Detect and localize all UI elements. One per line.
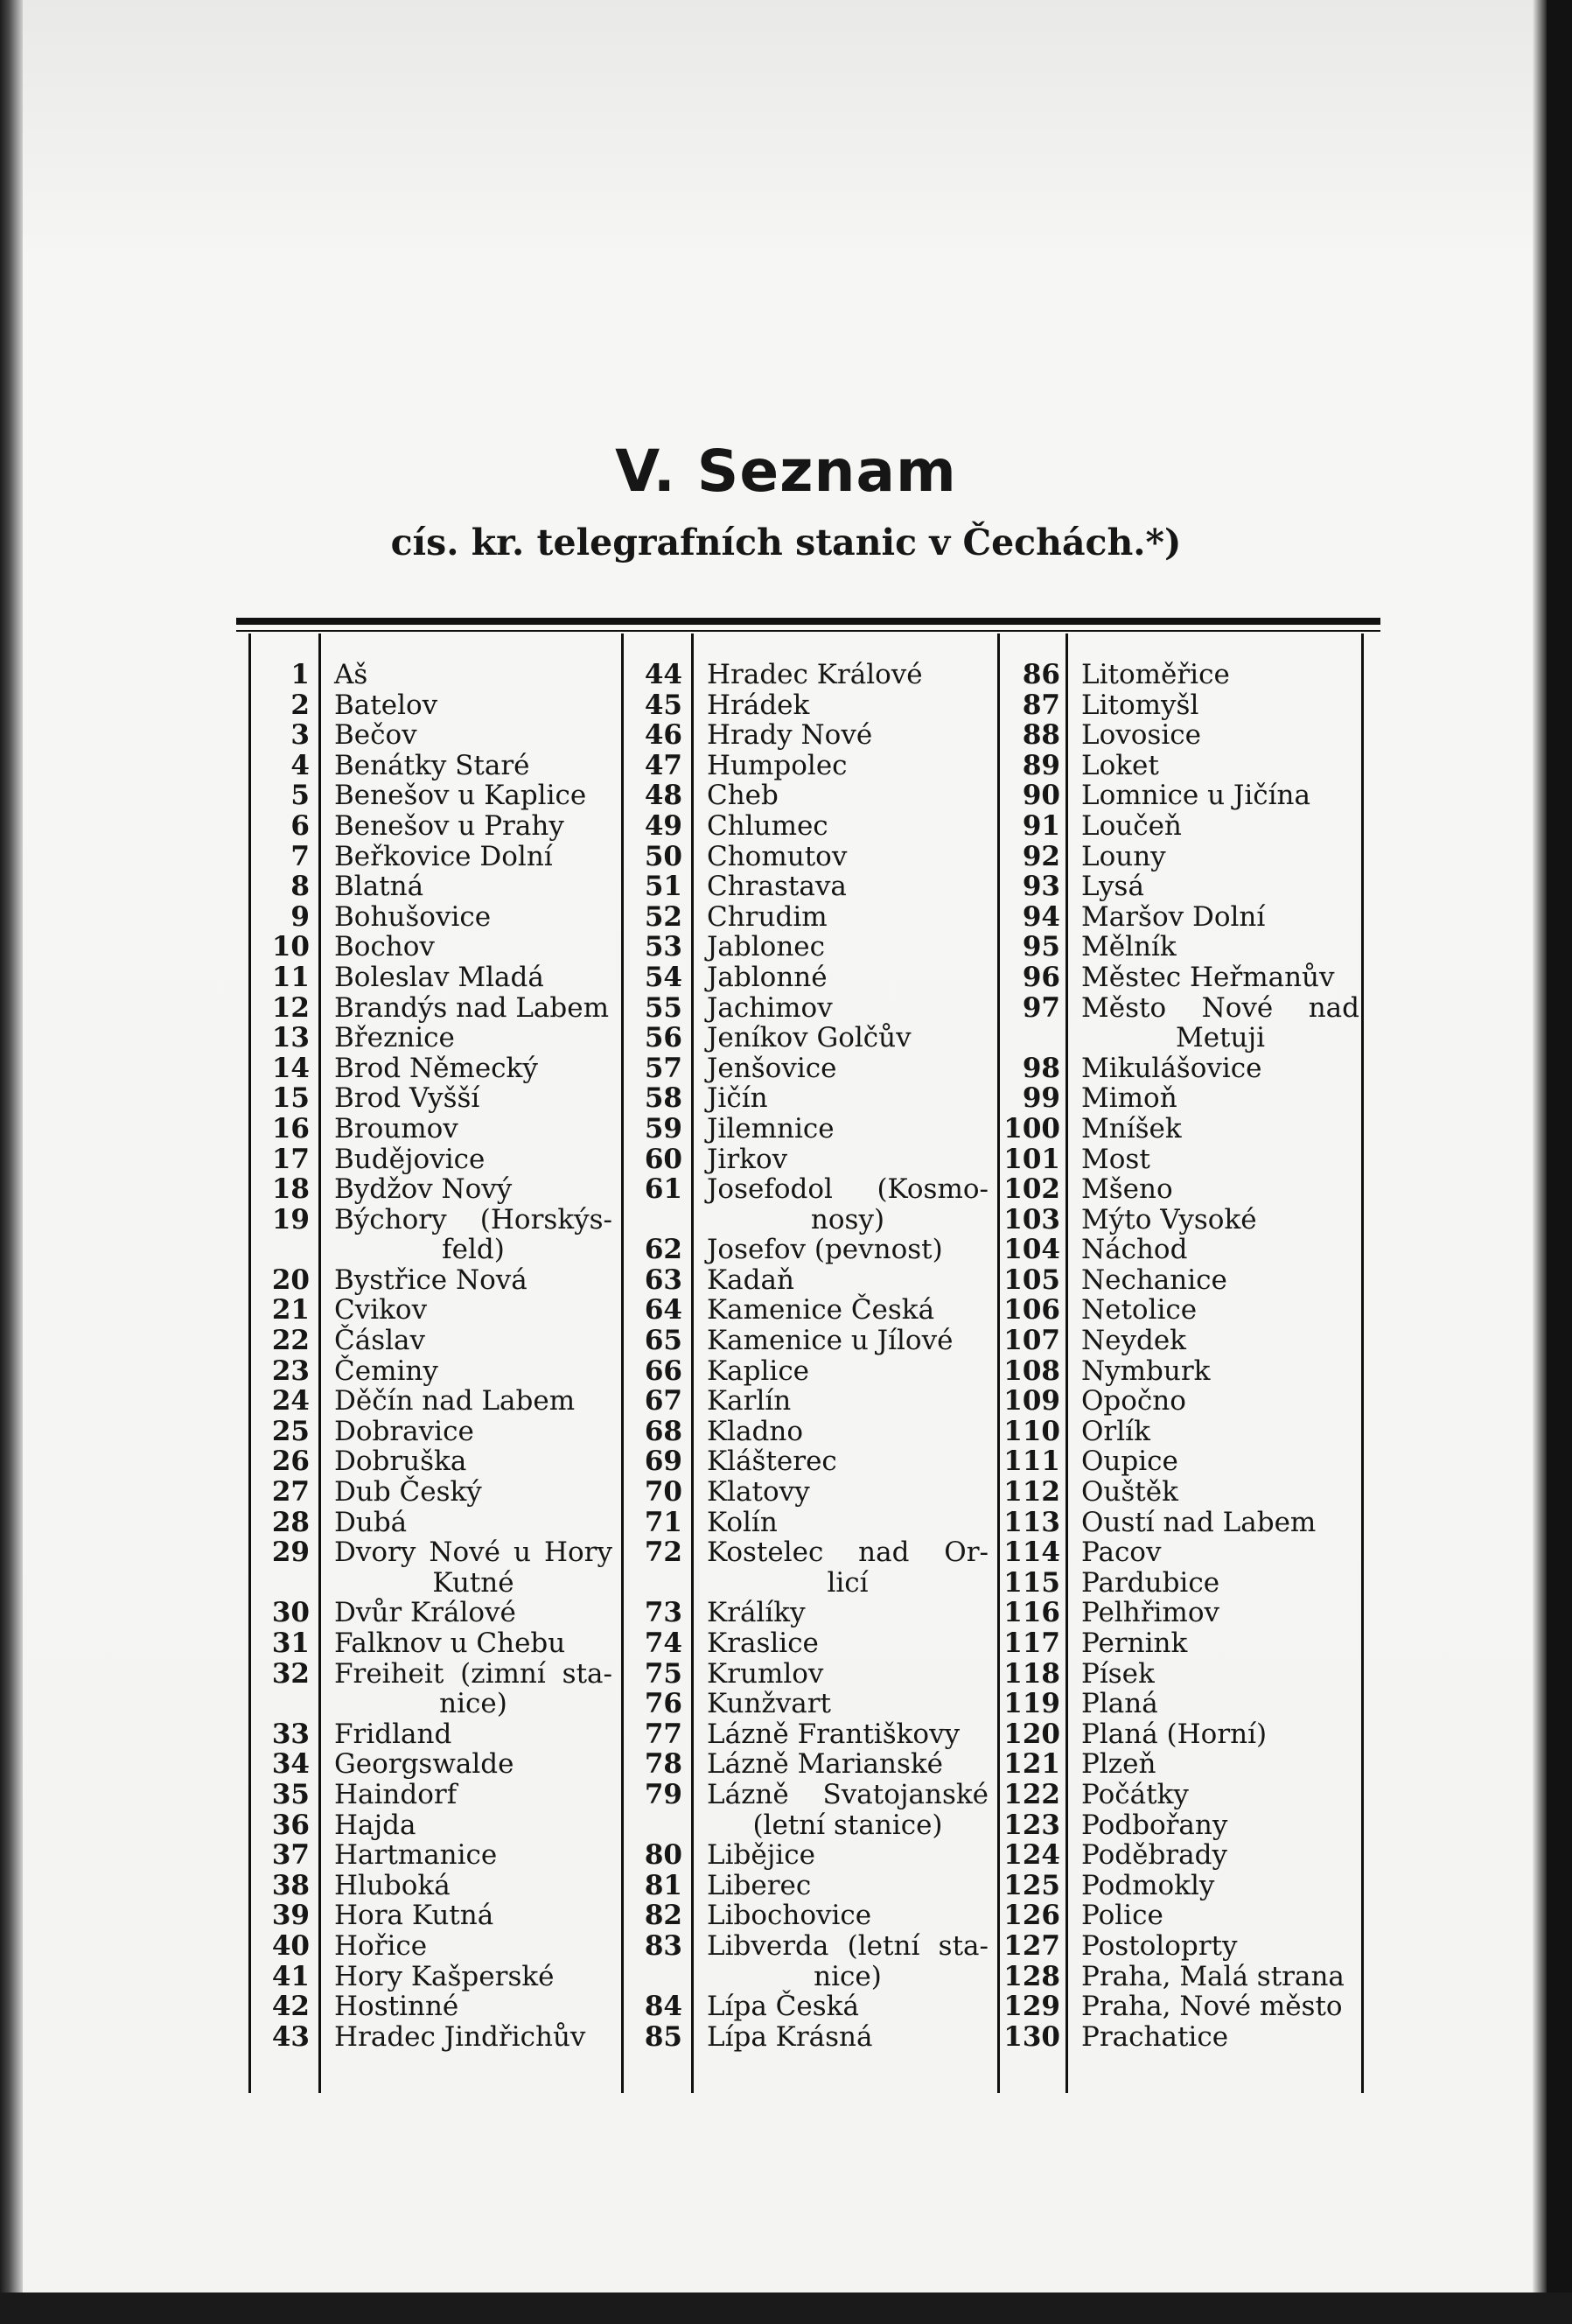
station-number: 21 bbox=[271, 1294, 310, 1326]
station-number: 12 bbox=[271, 991, 310, 1024]
station-name: Pacov bbox=[1081, 1536, 1162, 1569]
station-name: Jablonec bbox=[707, 931, 826, 963]
station-number: 37 bbox=[271, 1839, 310, 1872]
station-name: Bohušovice bbox=[334, 900, 492, 933]
scan-bottom-edge bbox=[0, 2292, 1572, 2324]
station-name: Prachatice bbox=[1081, 2020, 1229, 2053]
station-name: Dvory Nové u Hory bbox=[334, 1536, 612, 1569]
station-name: Oustí nad Labem bbox=[1081, 1506, 1317, 1538]
station-name: Maršov Dolní bbox=[1081, 900, 1266, 933]
station-number: 114 bbox=[1003, 1536, 1060, 1569]
station-name: Brod Německý bbox=[334, 1052, 538, 1084]
station-name: Metuji bbox=[1175, 1022, 1266, 1054]
station-name: Hluboká bbox=[334, 1869, 451, 1901]
station-number: 108 bbox=[1003, 1354, 1060, 1387]
station-number: 85 bbox=[644, 2020, 682, 2053]
station-number: 63 bbox=[644, 1264, 682, 1296]
station-number: 68 bbox=[644, 1415, 682, 1447]
station-number: 123 bbox=[1003, 1809, 1060, 1841]
station-number: 53 bbox=[644, 931, 682, 963]
station-number: 57 bbox=[644, 1052, 682, 1084]
station-name: Pardubice bbox=[1081, 1566, 1220, 1599]
station-name: Čeminy bbox=[334, 1354, 438, 1387]
station-number: 11 bbox=[271, 961, 310, 993]
station-number: 39 bbox=[271, 1900, 310, 1932]
station-number: 51 bbox=[644, 871, 682, 903]
station-number: 102 bbox=[1003, 1173, 1060, 1206]
station-number: 46 bbox=[644, 719, 682, 752]
station-number: 19 bbox=[271, 1203, 310, 1236]
station-number: 49 bbox=[644, 809, 682, 842]
station-name: Klášterec bbox=[707, 1446, 837, 1478]
station-name: nice) bbox=[814, 1960, 882, 1992]
station-name: Lysá bbox=[1081, 871, 1144, 903]
station-name: Budějovice bbox=[334, 1143, 486, 1175]
scan-right-edge-shadow bbox=[1533, 0, 1547, 2324]
station-name: Planá bbox=[1081, 1688, 1158, 1720]
station-name: Bečov bbox=[334, 719, 417, 752]
station-number: 95 bbox=[1022, 931, 1060, 963]
station-number: 48 bbox=[644, 780, 682, 812]
station-name: Benátky Staré bbox=[334, 749, 530, 781]
station-name: Čáslav bbox=[334, 1325, 426, 1357]
station-number: 15 bbox=[271, 1082, 310, 1115]
station-name: Podmokly bbox=[1081, 1869, 1215, 1901]
station-number: 79 bbox=[644, 1778, 682, 1810]
column-line bbox=[318, 634, 321, 2093]
station-name: Jirkov bbox=[707, 1143, 788, 1175]
station-number: 47 bbox=[644, 749, 682, 781]
station-name: Batelov bbox=[334, 689, 438, 721]
station-number: 4 bbox=[290, 749, 310, 781]
station-number: 3 bbox=[290, 719, 310, 752]
station-name: (letní stanice) bbox=[752, 1809, 943, 1841]
station-number: 90 bbox=[1022, 780, 1060, 812]
station-name: Hořice bbox=[334, 1929, 428, 1962]
station-number: 98 bbox=[1022, 1052, 1060, 1084]
station-name: Lomnice u Jičína bbox=[1081, 780, 1310, 812]
station-number: 127 bbox=[1003, 1929, 1060, 1962]
station-name: Litoměřice bbox=[1081, 659, 1230, 690]
station-name: Postoloprty bbox=[1081, 1929, 1238, 1962]
station-number: 16 bbox=[271, 1112, 310, 1144]
station-number: 116 bbox=[1003, 1597, 1060, 1629]
station-number: 22 bbox=[271, 1325, 310, 1357]
station-number: 32 bbox=[271, 1657, 310, 1690]
station-name: Dubá bbox=[334, 1506, 408, 1538]
station-number: 97 bbox=[1022, 991, 1060, 1024]
station-name: Karlín bbox=[707, 1385, 792, 1418]
scan-left-edge bbox=[0, 0, 23, 2324]
station-name: Hrady Nové bbox=[707, 719, 873, 752]
station-number: 14 bbox=[271, 1052, 310, 1084]
station-name: Beřkovice Dolní bbox=[334, 840, 553, 872]
column-line bbox=[1065, 634, 1068, 2093]
station-name: Hory Kašperské bbox=[334, 1960, 555, 1992]
page-title: V. Seznam bbox=[615, 438, 957, 505]
station-number: 86 bbox=[1022, 659, 1060, 690]
column-line bbox=[621, 634, 624, 2093]
station-number: 105 bbox=[1003, 1264, 1060, 1296]
station-name: Cheb bbox=[707, 780, 779, 812]
station-number: 43 bbox=[271, 2020, 310, 2053]
station-name: Dub Český bbox=[334, 1476, 482, 1508]
station-name: Hradec Králové bbox=[707, 659, 923, 690]
station-number: 7 bbox=[290, 840, 310, 872]
station-number: 20 bbox=[271, 1264, 310, 1296]
station-number: 56 bbox=[644, 1022, 682, 1054]
station-name: Libverda (letní sta- bbox=[707, 1929, 989, 1962]
station-name: Orlík bbox=[1081, 1415, 1150, 1447]
station-number: 35 bbox=[271, 1778, 310, 1810]
station-number: 126 bbox=[1003, 1900, 1060, 1932]
station-number: 109 bbox=[1003, 1385, 1060, 1418]
station-name: Kladno bbox=[707, 1415, 804, 1447]
station-number: 30 bbox=[271, 1597, 310, 1629]
station-number: 104 bbox=[1003, 1234, 1060, 1266]
station-number: 28 bbox=[271, 1506, 310, 1538]
station-number: 74 bbox=[644, 1628, 682, 1659]
station-name: Opočno bbox=[1081, 1385, 1186, 1418]
station-number: 77 bbox=[644, 1718, 682, 1750]
station-number: 25 bbox=[271, 1415, 310, 1447]
station-name: Litomyšl bbox=[1081, 689, 1199, 721]
station-name: Kunžvart bbox=[707, 1688, 832, 1720]
station-name: Lovosice bbox=[1081, 719, 1201, 752]
station-number: 124 bbox=[1003, 1839, 1060, 1872]
station-number: 65 bbox=[644, 1325, 682, 1357]
station-name: Pelhřimov bbox=[1081, 1597, 1219, 1629]
station-name: Blatná bbox=[334, 871, 424, 903]
station-name: Most bbox=[1081, 1143, 1150, 1175]
column-line bbox=[691, 634, 694, 2093]
station-number: 42 bbox=[271, 1991, 310, 2023]
station-number: 58 bbox=[644, 1082, 682, 1115]
station-name: Jeníkov Golčův bbox=[707, 1022, 912, 1054]
station-name: Náchod bbox=[1081, 1234, 1188, 1266]
station-name: Kraslice bbox=[707, 1628, 819, 1659]
station-number: 75 bbox=[644, 1657, 682, 1690]
station-number: 87 bbox=[1022, 689, 1060, 721]
station-name: Hartmanice bbox=[334, 1839, 498, 1872]
header-rule-thin bbox=[236, 630, 1380, 632]
station-number: 59 bbox=[644, 1112, 682, 1144]
station-name: Králíky bbox=[707, 1597, 806, 1629]
station-number: 120 bbox=[1003, 1718, 1060, 1750]
station-number: 71 bbox=[644, 1506, 682, 1538]
station-name: Bochov bbox=[334, 931, 435, 963]
station-number: 8 bbox=[290, 871, 310, 903]
station-name: Býchory (Horskýs- bbox=[334, 1203, 612, 1236]
station-name: Georgswalde bbox=[334, 1748, 514, 1781]
station-name: Chrastava bbox=[707, 871, 847, 903]
station-name: Podbořany bbox=[1081, 1809, 1228, 1841]
station-name: Bydžov Nový bbox=[334, 1173, 513, 1206]
station-name: Mělník bbox=[1081, 931, 1177, 963]
station-number: 119 bbox=[1003, 1688, 1060, 1720]
station-number: 45 bbox=[644, 689, 682, 721]
station-name: nosy) bbox=[810, 1203, 885, 1236]
station-number: 110 bbox=[1003, 1415, 1060, 1447]
station-number: 62 bbox=[644, 1234, 682, 1266]
station-number: 69 bbox=[644, 1446, 682, 1478]
station-name: Freiheit (zimní sta- bbox=[334, 1657, 612, 1690]
station-name: Nymburk bbox=[1081, 1354, 1211, 1387]
station-number: 2 bbox=[290, 689, 310, 721]
station-number: 121 bbox=[1003, 1748, 1060, 1781]
station-name: Děčín nad Labem bbox=[334, 1385, 576, 1418]
station-name: Benešov u Prahy bbox=[334, 809, 564, 842]
station-number: 38 bbox=[271, 1869, 310, 1901]
station-name: Humpolec bbox=[707, 749, 848, 781]
station-number: 18 bbox=[271, 1173, 310, 1206]
station-name: Praha, Nové město bbox=[1081, 1991, 1343, 2023]
station-number: 13 bbox=[271, 1022, 310, 1054]
station-number: 118 bbox=[1003, 1657, 1060, 1690]
station-number: 26 bbox=[271, 1446, 310, 1478]
station-number: 96 bbox=[1022, 961, 1060, 993]
station-name: Jachimov bbox=[707, 991, 833, 1024]
column-line bbox=[1361, 634, 1364, 2093]
station-number: 78 bbox=[644, 1748, 682, 1781]
station-number: 1 bbox=[290, 659, 310, 690]
station-number: 91 bbox=[1022, 809, 1060, 842]
station-number: 61 bbox=[644, 1173, 682, 1206]
station-name: Chlumec bbox=[707, 809, 828, 842]
station-number: 83 bbox=[644, 1929, 682, 1962]
station-name: Mimoň bbox=[1081, 1082, 1177, 1115]
station-number: 122 bbox=[1003, 1778, 1060, 1810]
station-number: 66 bbox=[644, 1354, 682, 1387]
station-number: 36 bbox=[271, 1809, 310, 1841]
station-name: Chrudim bbox=[707, 900, 828, 933]
station-name: Haindorf bbox=[334, 1778, 458, 1810]
station-name: Městec Heřmanův bbox=[1081, 961, 1335, 993]
station-number: 81 bbox=[644, 1869, 682, 1901]
station-name: Police bbox=[1081, 1900, 1163, 1932]
station-number: 107 bbox=[1003, 1325, 1060, 1357]
station-name: Planá (Horní) bbox=[1081, 1718, 1268, 1750]
station-name: Mšeno bbox=[1081, 1173, 1173, 1206]
station-name: Kostelec nad Or- bbox=[707, 1536, 989, 1569]
station-name: Kamenice Česká bbox=[707, 1294, 935, 1326]
station-number: 67 bbox=[644, 1385, 682, 1418]
station-number: 130 bbox=[1003, 2020, 1060, 2053]
station-name: Kolín bbox=[707, 1506, 778, 1538]
station-name: Kaplice bbox=[707, 1354, 810, 1387]
station-number: 33 bbox=[271, 1718, 310, 1750]
station-number: 44 bbox=[644, 659, 682, 690]
station-name: Cvikov bbox=[334, 1294, 428, 1326]
station-number: 52 bbox=[644, 900, 682, 933]
station-name: Lípa Česká bbox=[707, 1991, 859, 2023]
station-name: Město Nové nad bbox=[1081, 991, 1359, 1024]
station-number: 10 bbox=[271, 931, 310, 963]
station-name: Dvůr Králové bbox=[334, 1597, 516, 1629]
station-number: 128 bbox=[1003, 1960, 1060, 1992]
station-name: Jičín bbox=[707, 1082, 768, 1115]
station-number: 80 bbox=[644, 1839, 682, 1872]
station-name: Lázně Svatojanské bbox=[707, 1778, 989, 1810]
station-name: Boleslav Mladá bbox=[334, 961, 544, 993]
station-number: 106 bbox=[1003, 1294, 1060, 1326]
station-name: Březnice bbox=[334, 1022, 455, 1054]
station-name: Dobravice bbox=[334, 1415, 474, 1447]
station-name: Josefov (pevnost) bbox=[707, 1234, 943, 1266]
station-number: 94 bbox=[1022, 900, 1060, 933]
station-number: 103 bbox=[1003, 1203, 1060, 1236]
station-name: Jablonné bbox=[707, 961, 828, 993]
station-number: 89 bbox=[1022, 749, 1060, 781]
station-name: Aš bbox=[334, 659, 368, 690]
station-name: Lípa Krásná bbox=[707, 2020, 873, 2053]
station-name: Písek bbox=[1081, 1657, 1155, 1690]
station-name: Libochovice bbox=[707, 1900, 872, 1932]
station-number: 125 bbox=[1003, 1869, 1060, 1901]
station-name: Nechanice bbox=[1081, 1264, 1227, 1296]
station-name: Klatovy bbox=[707, 1476, 810, 1508]
station-name: Brandýs nad Labem bbox=[334, 991, 609, 1024]
station-name: Dobruška bbox=[334, 1446, 467, 1478]
station-number: 88 bbox=[1022, 719, 1060, 752]
station-number: 70 bbox=[644, 1476, 682, 1508]
page-subtitle: cís. kr. telegrafních stanic v Čechách.*) bbox=[390, 522, 1182, 564]
station-name: Falknov u Chebu bbox=[334, 1628, 566, 1659]
station-name: Kutné bbox=[432, 1566, 514, 1599]
station-number: 113 bbox=[1003, 1506, 1060, 1538]
station-name: Bystřice Nová bbox=[334, 1264, 527, 1296]
station-name: Mýto Vysoké bbox=[1081, 1203, 1257, 1236]
station-name: Kamenice u Jílové bbox=[707, 1325, 954, 1357]
station-number: 64 bbox=[644, 1294, 682, 1326]
station-number: 82 bbox=[644, 1900, 682, 1932]
station-name: Jenšovice bbox=[707, 1052, 837, 1084]
station-number: 84 bbox=[644, 1991, 682, 2023]
station-name: Libějice bbox=[707, 1839, 815, 1872]
station-number: 34 bbox=[271, 1748, 310, 1781]
station-name: Lázně Marianské bbox=[707, 1748, 944, 1781]
station-name: Poděbrady bbox=[1081, 1839, 1227, 1872]
station-number: 55 bbox=[644, 991, 682, 1024]
station-number: 60 bbox=[644, 1143, 682, 1175]
station-number: 112 bbox=[1003, 1476, 1060, 1508]
station-number: 101 bbox=[1003, 1143, 1060, 1175]
station-name: Hora Kutná bbox=[334, 1900, 494, 1932]
station-name: Hajda bbox=[334, 1809, 416, 1841]
station-number: 27 bbox=[271, 1476, 310, 1508]
station-number: 54 bbox=[644, 961, 682, 993]
station-name: Pernink bbox=[1081, 1628, 1188, 1659]
column-line bbox=[248, 634, 251, 2093]
station-number: 6 bbox=[290, 809, 310, 842]
station-number: 111 bbox=[1003, 1446, 1060, 1478]
station-name: Josefodol (Kosmo- bbox=[707, 1173, 989, 1206]
station-number: 72 bbox=[644, 1536, 682, 1569]
station-name: Mníšek bbox=[1081, 1112, 1182, 1144]
station-name: Netolice bbox=[1081, 1294, 1198, 1326]
station-name: Ouštěk bbox=[1081, 1476, 1178, 1508]
station-number: 99 bbox=[1022, 1082, 1060, 1115]
station-number: 100 bbox=[1003, 1112, 1060, 1144]
station-number: 73 bbox=[644, 1597, 682, 1629]
station-number: 92 bbox=[1022, 840, 1060, 872]
station-name: Benešov u Kaplice bbox=[334, 780, 587, 812]
header-rule-thick bbox=[236, 618, 1380, 625]
station-name: Liberec bbox=[707, 1869, 812, 1901]
station-number: 40 bbox=[271, 1929, 310, 1962]
station-name: Hrádek bbox=[707, 689, 810, 721]
station-name: Brod Vyšší bbox=[334, 1082, 480, 1115]
station-name: Praha, Malá strana bbox=[1081, 1960, 1345, 1992]
station-name: Loučeň bbox=[1081, 809, 1182, 842]
station-name: Jilemnice bbox=[707, 1112, 835, 1144]
station-name: Hradec Jindřichův bbox=[334, 2020, 586, 2053]
station-number: 24 bbox=[271, 1385, 310, 1418]
station-name: Loket bbox=[1081, 749, 1159, 781]
station-name: Louny bbox=[1081, 840, 1166, 872]
station-name: Oupice bbox=[1081, 1446, 1178, 1478]
station-name: Počátky bbox=[1081, 1778, 1189, 1810]
station-name: Krumlov bbox=[707, 1657, 824, 1690]
station-number: 29 bbox=[271, 1536, 310, 1569]
station-name: Plzeň bbox=[1081, 1748, 1156, 1781]
station-number: 117 bbox=[1003, 1628, 1060, 1659]
station-number: 93 bbox=[1022, 871, 1060, 903]
station-number: 76 bbox=[644, 1688, 682, 1720]
station-name: nice) bbox=[439, 1688, 507, 1720]
station-name: Kadaň bbox=[707, 1264, 794, 1296]
station-name: licí bbox=[827, 1566, 869, 1599]
station-number: 5 bbox=[290, 780, 310, 812]
station-name: Mikulášovice bbox=[1081, 1052, 1262, 1084]
station-name: Hostinné bbox=[334, 1991, 459, 2023]
station-name: Chomutov bbox=[707, 840, 848, 872]
station-name: Fridland bbox=[334, 1718, 452, 1750]
station-name: feld) bbox=[442, 1234, 505, 1266]
station-number: 50 bbox=[644, 840, 682, 872]
station-name: Neydek bbox=[1081, 1325, 1186, 1357]
station-name: Broumov bbox=[334, 1112, 458, 1144]
column-line bbox=[997, 634, 1000, 2093]
station-number: 31 bbox=[271, 1628, 310, 1659]
station-number: 129 bbox=[1003, 1991, 1060, 2023]
station-number: 17 bbox=[271, 1143, 310, 1175]
station-number: 9 bbox=[290, 900, 310, 933]
station-name: Lázně Františkovy bbox=[707, 1718, 961, 1750]
station-number: 23 bbox=[271, 1354, 310, 1387]
station-number: 41 bbox=[271, 1960, 310, 1992]
station-number: 115 bbox=[1003, 1566, 1060, 1599]
